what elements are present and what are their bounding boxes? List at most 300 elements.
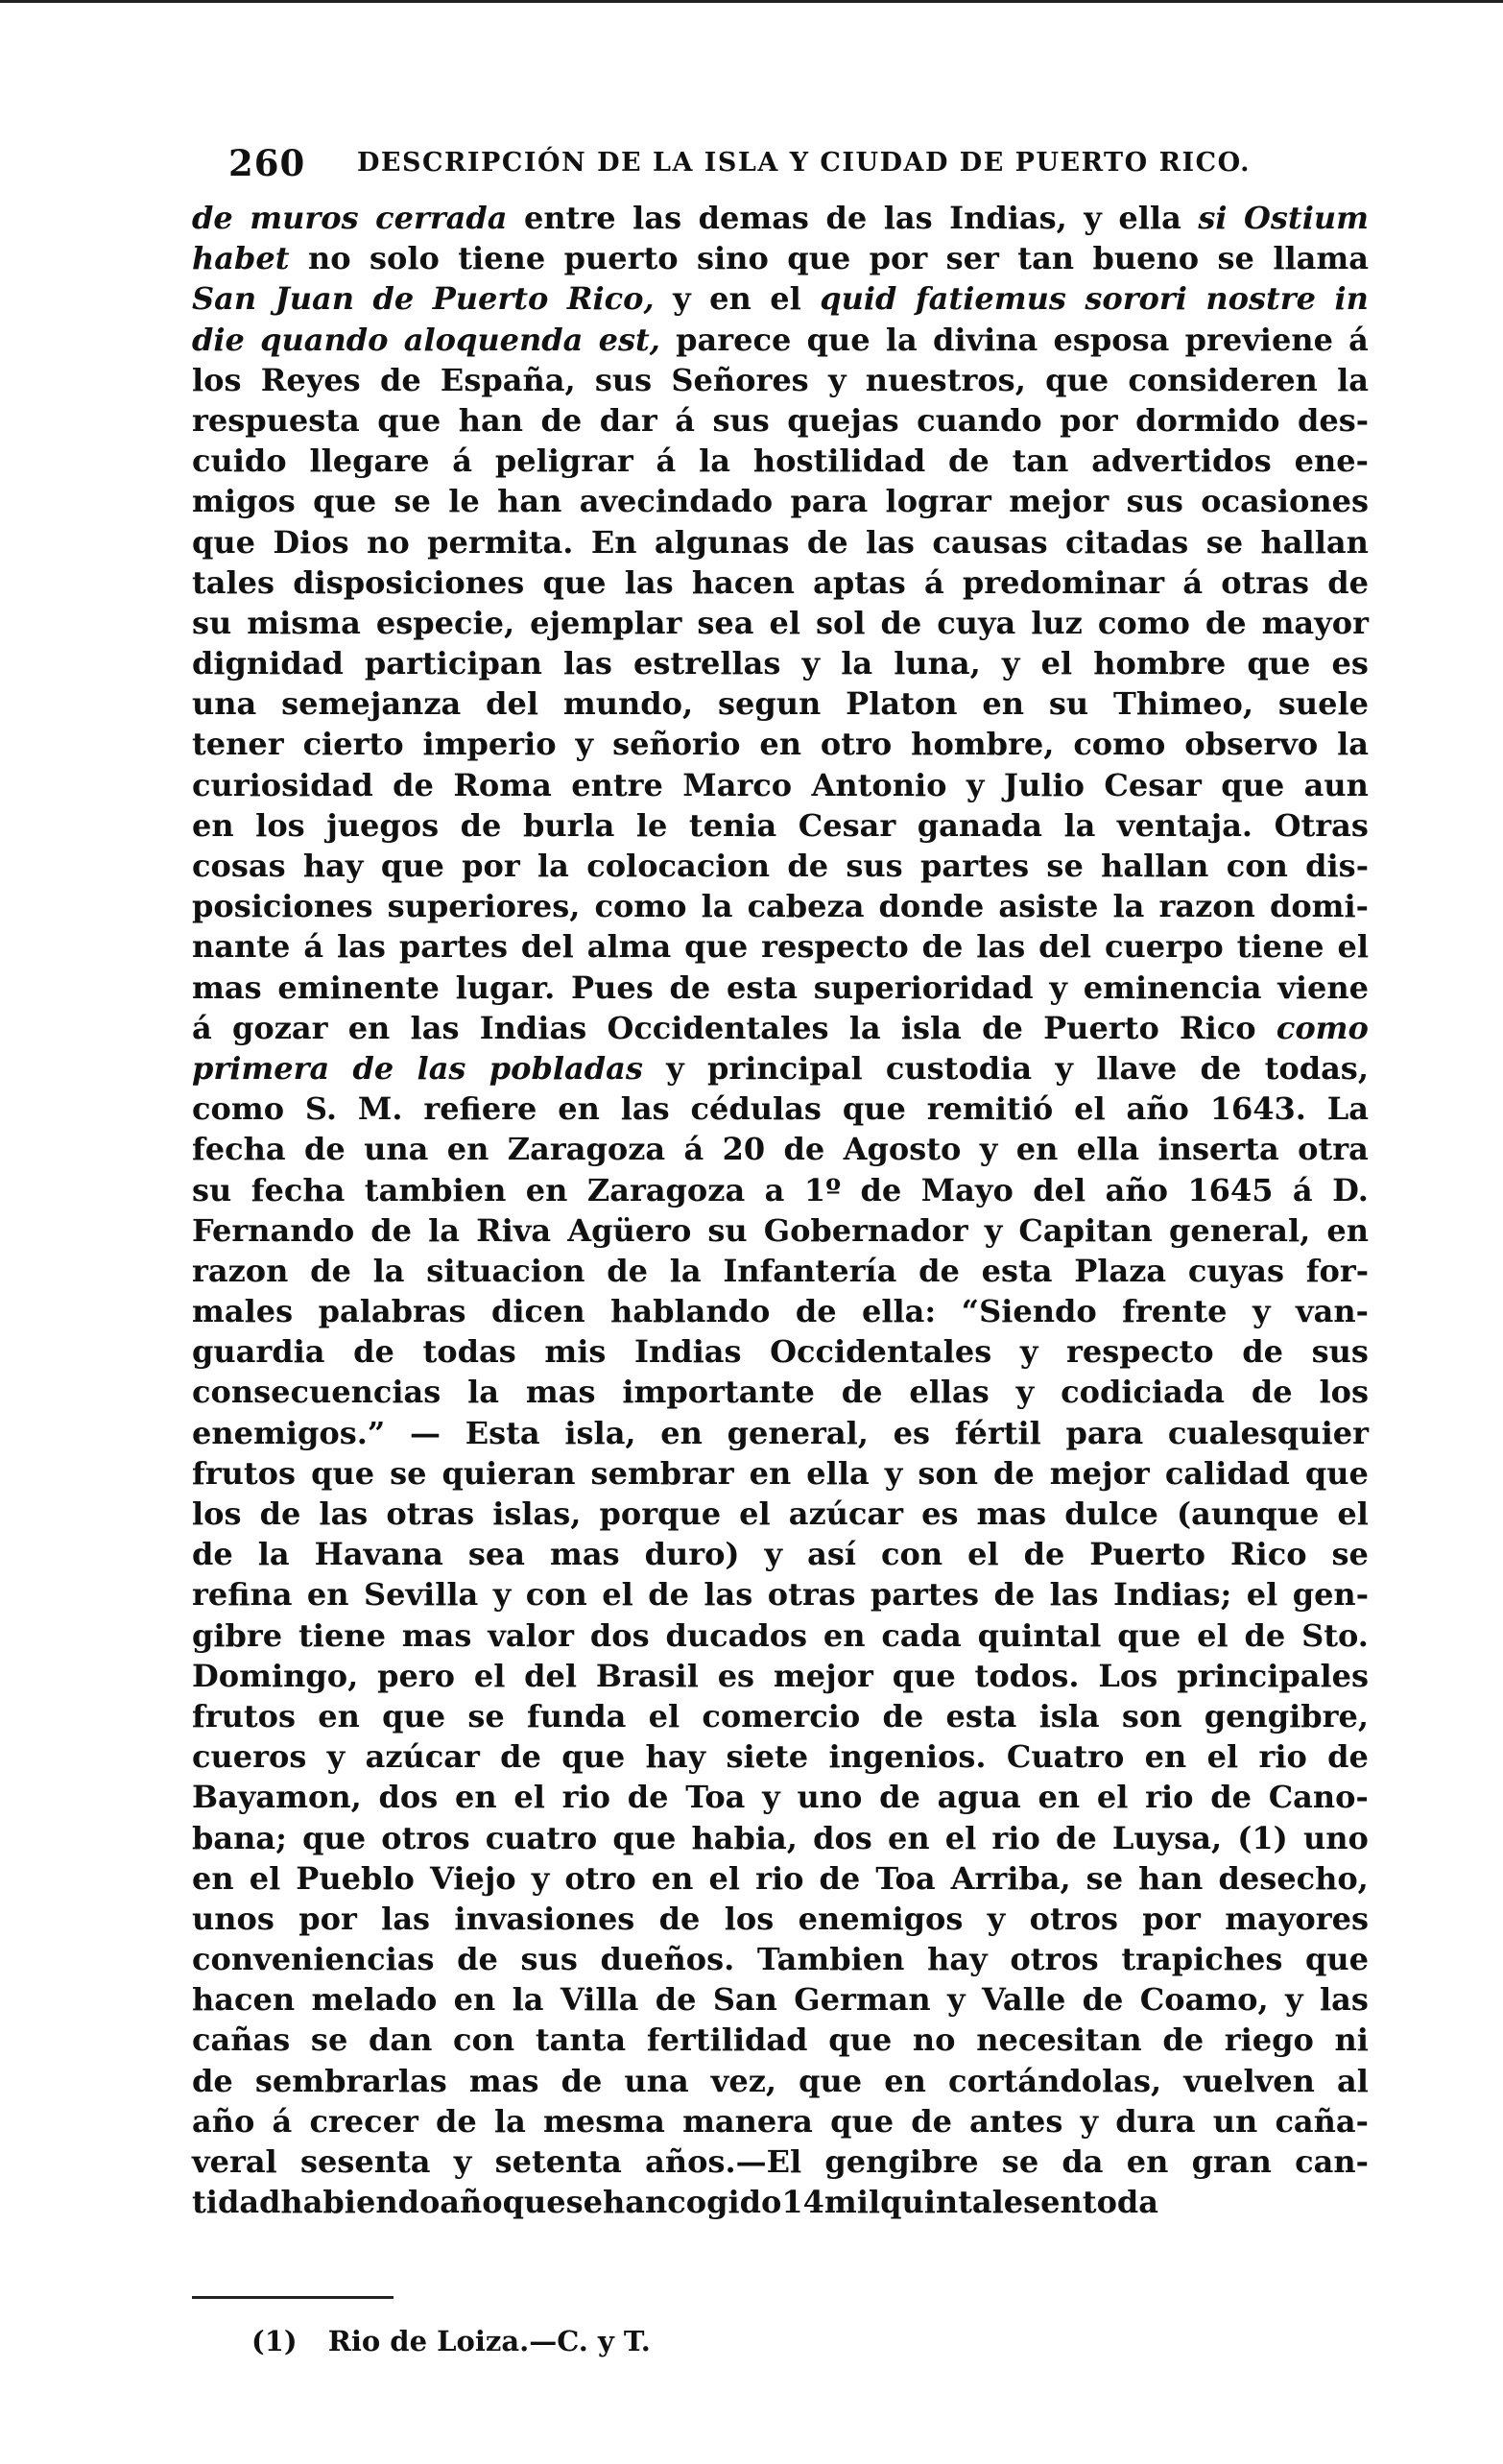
word: solo bbox=[369, 240, 440, 277]
text-line bbox=[192, 238, 1369, 278]
word: rio bbox=[561, 1779, 610, 1816]
word: los bbox=[1319, 1374, 1369, 1411]
word: cuatro bbox=[485, 1819, 598, 1856]
text-line bbox=[192, 1413, 1369, 1453]
word: que bbox=[1045, 361, 1109, 398]
word: Zaragoza bbox=[507, 1131, 666, 1168]
word: de bbox=[1205, 604, 1247, 641]
word: tiene bbox=[458, 240, 546, 277]
word: dos bbox=[589, 1616, 650, 1654]
word: aun bbox=[1303, 766, 1369, 803]
word: Cuatro bbox=[1006, 1738, 1125, 1776]
word: tiene bbox=[1236, 928, 1324, 966]
word: que bbox=[302, 1819, 367, 1856]
word: de bbox=[918, 1252, 960, 1289]
word: necesitan bbox=[976, 2021, 1142, 2059]
italic-word: si bbox=[1198, 200, 1228, 236]
word: veral bbox=[192, 2143, 277, 2180]
word: sea bbox=[467, 1536, 525, 1573]
word: que bbox=[892, 1657, 956, 1694]
word: Otras bbox=[1274, 806, 1369, 844]
word: es bbox=[1331, 645, 1369, 682]
word: de bbox=[1200, 1049, 1242, 1087]
word: la bbox=[1112, 888, 1145, 925]
word: dos bbox=[813, 1819, 872, 1856]
word: y bbox=[666, 1049, 684, 1087]
word: Thimeo, bbox=[1113, 685, 1253, 723]
word: situacion bbox=[426, 1252, 585, 1289]
word: en bbox=[651, 1859, 694, 1897]
word: sus bbox=[1126, 483, 1183, 520]
word: y bbox=[984, 1211, 1003, 1249]
word: parece bbox=[676, 321, 792, 358]
text-line bbox=[192, 683, 1369, 724]
word: ellas bbox=[909, 1374, 990, 1411]
word: una bbox=[624, 2062, 689, 2099]
word: las bbox=[976, 928, 1026, 966]
text-line bbox=[192, 1534, 1369, 1574]
word: de bbox=[353, 1333, 394, 1371]
word: ocasiones bbox=[1201, 483, 1369, 520]
word: el bbox=[249, 1859, 281, 1897]
text-line bbox=[192, 886, 1369, 926]
word: que bbox=[1117, 1616, 1181, 1654]
word: las bbox=[1049, 1576, 1099, 1614]
word: de bbox=[259, 1495, 301, 1532]
word: es bbox=[921, 1495, 959, 1532]
word: esta bbox=[945, 1697, 1017, 1734]
text-line bbox=[192, 2101, 1369, 2141]
word: superioridad bbox=[813, 969, 1034, 1006]
word: del bbox=[486, 685, 538, 723]
word: domi- bbox=[1269, 888, 1369, 925]
word: Fernando bbox=[192, 1211, 355, 1249]
word: otra bbox=[1298, 1131, 1369, 1168]
word: quintales bbox=[880, 2184, 1041, 2221]
word: Havana bbox=[314, 1536, 443, 1573]
word: sea bbox=[697, 604, 754, 641]
italic-word: nostre bbox=[1205, 280, 1317, 318]
word: permita. bbox=[427, 523, 574, 561]
word: así bbox=[807, 1536, 857, 1573]
word: islas, bbox=[492, 1495, 582, 1532]
word: de bbox=[607, 1252, 648, 1289]
word: partes bbox=[398, 928, 508, 966]
word: la bbox=[1337, 726, 1369, 763]
word: enemigos bbox=[798, 1900, 964, 1937]
word: con bbox=[881, 1536, 943, 1573]
word: las bbox=[319, 1495, 369, 1532]
word: Antonio bbox=[811, 766, 947, 803]
text-line bbox=[192, 1210, 1369, 1251]
word: cortándolas, bbox=[947, 2062, 1162, 2099]
word: Occidentales bbox=[770, 1333, 992, 1371]
word: la bbox=[1337, 361, 1369, 398]
word: el bbox=[1096, 1779, 1129, 1816]
word: participan bbox=[364, 645, 542, 682]
word: dan bbox=[368, 2021, 433, 2059]
word: cañas bbox=[192, 2021, 291, 2059]
word: las bbox=[883, 200, 933, 236]
word: al bbox=[1336, 2062, 1369, 2099]
word: la bbox=[372, 1252, 405, 1289]
word: advertidos bbox=[1091, 443, 1272, 480]
word: fértil bbox=[954, 1414, 1041, 1451]
text-line bbox=[192, 1372, 1369, 1412]
word: cédulas bbox=[690, 1090, 822, 1128]
word: especie, bbox=[375, 604, 515, 641]
word: mas bbox=[192, 969, 262, 1006]
word: como bbox=[1097, 604, 1190, 641]
footnote-marker: (1) bbox=[251, 2325, 298, 2357]
word: es bbox=[717, 1657, 755, 1694]
word: la bbox=[512, 1981, 544, 2019]
word: se bbox=[1205, 523, 1244, 561]
word: de bbox=[993, 1454, 1035, 1492]
word: de bbox=[1055, 1819, 1097, 1856]
word: tan bbox=[1017, 240, 1075, 277]
word: de bbox=[457, 1941, 498, 1978]
word: dura bbox=[1115, 2102, 1196, 2140]
word: en bbox=[982, 685, 1024, 723]
word: que bbox=[1221, 766, 1285, 803]
word: Brasil bbox=[595, 1657, 699, 1694]
word: suele bbox=[1277, 685, 1369, 723]
word: se bbox=[394, 483, 431, 520]
text-line bbox=[192, 1453, 1369, 1494]
word: porque bbox=[599, 1495, 722, 1532]
word: gengibre bbox=[824, 2143, 979, 2180]
word: se bbox=[1217, 240, 1254, 277]
footnote-text: Rio de Loiza.—C. y T. bbox=[327, 2325, 651, 2357]
word: can- bbox=[1295, 2143, 1369, 2180]
word: agua bbox=[937, 1779, 1021, 1816]
word: los bbox=[192, 361, 242, 398]
word: el bbox=[739, 1495, 771, 1532]
italic-word: como bbox=[1276, 1009, 1369, 1046]
word: van- bbox=[1296, 1293, 1369, 1330]
word: setenta bbox=[494, 2143, 622, 2180]
word: sus bbox=[520, 1941, 578, 1978]
word: de bbox=[627, 1779, 669, 1816]
word: que bbox=[799, 2062, 863, 2099]
footnote bbox=[251, 2325, 651, 2357]
word: respecto bbox=[761, 928, 909, 966]
word: de bbox=[1242, 1333, 1283, 1371]
word: Julio bbox=[1003, 766, 1085, 803]
word: previene bbox=[1184, 321, 1333, 358]
word: en bbox=[660, 1414, 703, 1451]
word: Indias; bbox=[1112, 1576, 1232, 1614]
word: hombre, bbox=[911, 726, 1055, 763]
word: de bbox=[393, 766, 434, 803]
text-line bbox=[192, 1251, 1369, 1291]
word: sesenta bbox=[299, 2143, 431, 2180]
top-edge-rule bbox=[0, 0, 1503, 3]
word: consecuencias bbox=[192, 1374, 441, 1411]
word: dueños. bbox=[600, 1941, 735, 1978]
word: todas bbox=[422, 1333, 516, 1371]
text-line bbox=[192, 1291, 1369, 1331]
word: que bbox=[842, 1090, 906, 1128]
word: llama bbox=[1273, 240, 1369, 277]
word: ella bbox=[1118, 200, 1181, 236]
word: el bbox=[967, 1536, 999, 1573]
word: en bbox=[525, 1171, 568, 1208]
word: las bbox=[620, 1090, 670, 1128]
word: y bbox=[531, 1859, 550, 1897]
word: 14 bbox=[781, 2184, 824, 2221]
word: fecha bbox=[192, 1131, 286, 1168]
word: conveniencias bbox=[192, 1941, 435, 1978]
word: cualesquier bbox=[1167, 1414, 1369, 1451]
word: en bbox=[709, 280, 752, 318]
word: le bbox=[448, 483, 480, 520]
word: consideren bbox=[1128, 361, 1318, 398]
word: la bbox=[848, 1009, 881, 1046]
word: Sto. bbox=[1301, 1616, 1369, 1654]
word: Rico bbox=[1180, 1009, 1256, 1046]
word: del bbox=[1033, 1171, 1086, 1208]
word: hay bbox=[645, 1738, 706, 1776]
word: con bbox=[453, 2021, 515, 2059]
word: Capitan bbox=[1018, 1211, 1153, 1249]
word: no bbox=[307, 240, 351, 277]
word: tanta bbox=[535, 2021, 627, 2059]
text-line bbox=[192, 968, 1369, 1008]
text-line bbox=[192, 1777, 1369, 1817]
text-line bbox=[192, 1656, 1369, 1696]
word: de bbox=[1251, 1374, 1293, 1411]
word: observo bbox=[1184, 726, 1319, 763]
word: fertilidad bbox=[646, 2021, 808, 2059]
word: Infantería bbox=[723, 1252, 897, 1289]
word: (1) bbox=[1237, 1819, 1288, 1856]
word: todos. bbox=[974, 1657, 1080, 1694]
word: por bbox=[462, 848, 520, 884]
word: Platon bbox=[846, 685, 958, 723]
word: de bbox=[1210, 1779, 1252, 1816]
word: Agosto bbox=[843, 1131, 962, 1168]
text-line bbox=[192, 2182, 1369, 2222]
word: tan bbox=[1012, 443, 1069, 480]
word: Esta bbox=[465, 1414, 540, 1451]
text-line bbox=[192, 1170, 1369, 1210]
word: señorio bbox=[612, 726, 741, 763]
word: su bbox=[707, 1211, 748, 1249]
word: D. bbox=[1332, 1171, 1369, 1208]
text-line bbox=[192, 360, 1369, 400]
text-line bbox=[192, 2061, 1369, 2101]
word: sino bbox=[697, 240, 769, 277]
word: la bbox=[493, 2102, 526, 2140]
word: 1645 bbox=[1187, 1171, 1274, 1208]
text-line bbox=[192, 765, 1369, 805]
word: de bbox=[1082, 1981, 1124, 2019]
word: y bbox=[947, 1981, 966, 2019]
word: pero bbox=[377, 1657, 455, 1694]
word: de bbox=[658, 1900, 701, 1937]
word: mundo, bbox=[562, 685, 694, 723]
text-line bbox=[192, 1494, 1369, 1534]
text-line bbox=[192, 846, 1369, 886]
word: cierto bbox=[302, 726, 404, 763]
word: que bbox=[1305, 1941, 1369, 1978]
word: mas bbox=[401, 1616, 472, 1654]
word: la bbox=[699, 443, 730, 480]
word: curiosidad bbox=[192, 766, 373, 803]
word: las bbox=[337, 928, 386, 966]
word: de bbox=[1023, 1536, 1065, 1573]
word: mas bbox=[549, 1536, 620, 1573]
word: hallan bbox=[1101, 848, 1209, 884]
word: año bbox=[1105, 1171, 1168, 1208]
word: y bbox=[1019, 1333, 1038, 1371]
text-line bbox=[192, 481, 1369, 521]
word: cada bbox=[881, 1616, 962, 1654]
word: y bbox=[1080, 2102, 1099, 2140]
word: caña- bbox=[1275, 2102, 1369, 2140]
text-line bbox=[192, 1696, 1369, 1736]
word: á bbox=[656, 443, 677, 480]
word: de bbox=[783, 1131, 825, 1168]
word: á bbox=[683, 1131, 704, 1168]
word: las bbox=[410, 1009, 460, 1046]
word: Bayamon, bbox=[192, 1779, 362, 1816]
word: refina bbox=[192, 1576, 293, 1614]
word: de bbox=[879, 1779, 920, 1816]
word: que bbox=[382, 1697, 446, 1734]
word: German bbox=[794, 1981, 931, 2019]
word: (aunque bbox=[1176, 1495, 1320, 1532]
word: el bbox=[602, 1576, 633, 1614]
word: cabeza bbox=[747, 888, 865, 925]
text-line bbox=[192, 562, 1369, 603]
word: sus bbox=[1311, 1333, 1369, 1371]
word: for- bbox=[1305, 1252, 1369, 1289]
italic-word: die bbox=[192, 321, 245, 358]
page-header bbox=[228, 142, 1380, 200]
word: otras bbox=[767, 1576, 856, 1614]
word: mejor bbox=[773, 1657, 873, 1694]
word: principal bbox=[707, 1049, 863, 1087]
word: enemigos.” bbox=[192, 1414, 386, 1451]
word: en bbox=[454, 1779, 497, 1816]
word: á bbox=[1182, 563, 1204, 601]
word: segun bbox=[717, 685, 822, 723]
word: tidad bbox=[192, 2184, 281, 2221]
text-line bbox=[192, 1939, 1369, 1979]
text-line bbox=[192, 643, 1369, 683]
word: se bbox=[1331, 1536, 1369, 1573]
word: á bbox=[1348, 321, 1369, 358]
word: sus bbox=[846, 848, 903, 884]
word: a bbox=[764, 1171, 785, 1208]
word: la bbox=[885, 321, 918, 358]
word: con bbox=[1226, 848, 1288, 884]
word: La bbox=[1326, 1090, 1369, 1128]
word: cogido bbox=[667, 2184, 782, 2221]
word: y bbox=[326, 1738, 346, 1776]
word: general, bbox=[1168, 1211, 1311, 1249]
word: Indias bbox=[479, 1009, 587, 1046]
word: mayores bbox=[1225, 1900, 1369, 1937]
word: Dios bbox=[273, 523, 349, 561]
word: y bbox=[1015, 1374, 1035, 1411]
word: Puerto bbox=[1089, 1536, 1205, 1573]
word: que bbox=[612, 1819, 677, 1856]
text-line bbox=[192, 926, 1369, 967]
word: de bbox=[860, 1171, 902, 1208]
word: la bbox=[669, 1252, 702, 1289]
word: sus bbox=[712, 401, 770, 439]
word: gengibre, bbox=[1204, 1697, 1369, 1734]
text-line bbox=[192, 1858, 1369, 1899]
word: Villa bbox=[560, 1981, 639, 2019]
word: quintal bbox=[977, 1616, 1102, 1654]
word: llegare bbox=[309, 443, 430, 480]
word: en bbox=[1144, 1738, 1187, 1776]
word: San bbox=[712, 1981, 777, 2019]
word: en bbox=[1326, 1211, 1369, 1249]
word: aptas bbox=[813, 563, 906, 601]
word: de bbox=[1327, 563, 1369, 601]
word: Plaza bbox=[1074, 1252, 1167, 1289]
word: predominar bbox=[962, 563, 1165, 601]
word: Zaragoza bbox=[586, 1171, 746, 1208]
word: Viejo bbox=[429, 1859, 516, 1897]
word: migos bbox=[192, 483, 296, 520]
italic-word: sorori bbox=[1085, 280, 1187, 318]
word: son bbox=[1121, 1697, 1182, 1734]
word: en bbox=[318, 1697, 360, 1734]
word: de bbox=[1244, 1616, 1286, 1654]
word: 1º bbox=[803, 1171, 842, 1208]
word: S. bbox=[304, 1090, 338, 1128]
word: la bbox=[428, 1211, 460, 1249]
word: no bbox=[912, 2021, 956, 2059]
word: uno bbox=[1302, 1819, 1369, 1856]
page-number: 260 bbox=[228, 142, 306, 184]
word: de bbox=[825, 200, 868, 236]
word: nuestros, bbox=[865, 361, 1026, 398]
italic-word: aloquenda bbox=[403, 321, 584, 358]
word: tiene bbox=[298, 1616, 386, 1654]
word: años.—El bbox=[645, 2143, 802, 2180]
word: se bbox=[1001, 2143, 1039, 2180]
word: se bbox=[390, 1454, 427, 1492]
word: y bbox=[966, 766, 985, 803]
italic-word: de bbox=[352, 1049, 394, 1087]
word: hallan bbox=[1260, 523, 1369, 561]
word: de bbox=[655, 1981, 697, 2019]
word: y bbox=[1084, 200, 1102, 236]
word: hay bbox=[302, 848, 364, 884]
word: del bbox=[520, 928, 574, 966]
word: por bbox=[1060, 401, 1118, 439]
word: ganada bbox=[917, 806, 1042, 844]
word: de bbox=[948, 443, 990, 480]
text-line bbox=[192, 1331, 1369, 1372]
word: bana; bbox=[192, 1819, 287, 1856]
word: por bbox=[1142, 1900, 1201, 1937]
word: el bbox=[708, 1859, 741, 1897]
word: frente bbox=[1122, 1293, 1228, 1330]
word: dicen bbox=[491, 1293, 585, 1330]
text-line bbox=[192, 1574, 1369, 1615]
word: el bbox=[1197, 1616, 1229, 1654]
word: principales bbox=[1177, 1657, 1369, 1694]
